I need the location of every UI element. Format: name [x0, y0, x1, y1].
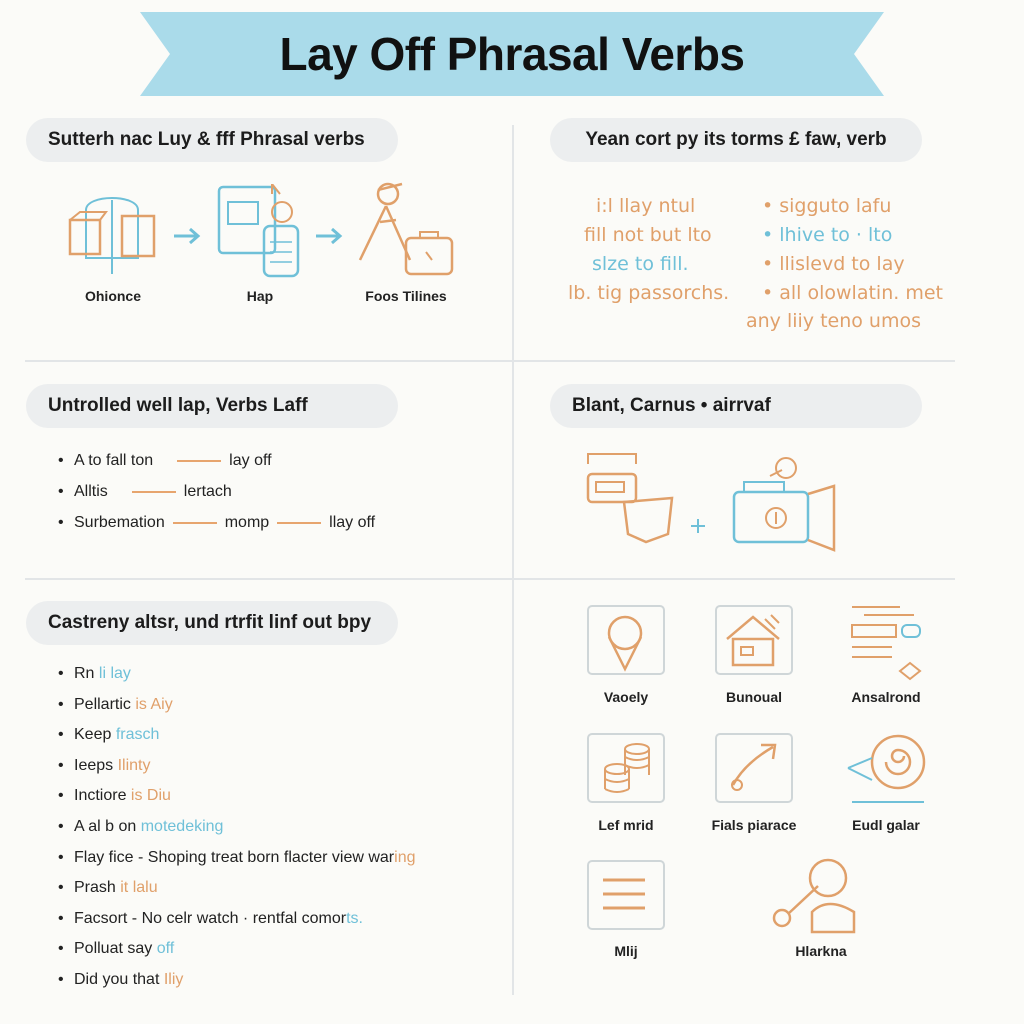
list-item: • Pellartic is Aiy — [58, 696, 416, 727]
arrow-right-icon — [314, 226, 344, 246]
house-icon — [715, 605, 793, 677]
caption-br-2: Bunoual — [726, 689, 782, 705]
caption-tl-3: Foos Tilines — [365, 288, 447, 304]
section-heading-tr: Yean cort py its torms £ faw, verb — [550, 118, 922, 162]
caption-tl-1: Ohionce — [84, 288, 141, 304]
handwritten-bullet: • sigguto lafu — [762, 195, 892, 217]
list-item: • Prash it lalu — [58, 879, 416, 910]
handwritten-line: fill not but lto — [584, 224, 712, 246]
handwritten-line: slze to fill. — [592, 253, 689, 275]
caption-br-5: Fials piarace — [711, 817, 797, 833]
coins-icon — [587, 733, 665, 805]
caption-br-8: Hlarkna — [795, 943, 847, 959]
handwritten-line: i:l llay ntul — [596, 195, 696, 217]
devices-icon — [584, 450, 676, 546]
list-item: • Polluat say off — [58, 940, 416, 971]
list-icon — [587, 860, 665, 932]
list-item: • Ieeps Ilinty — [58, 757, 416, 788]
phrasal-verb-list — [58, 665, 416, 1002]
person-bag-icon — [356, 180, 456, 280]
handwritten-line: lb. tig passorchs. — [568, 282, 730, 304]
fill-blank-row: • A to fall ton lay off — [58, 452, 375, 483]
plus-icon — [688, 516, 708, 536]
list-item: • Flay fice - Shoping treat born flacter view waring — [58, 849, 416, 880]
vertical-divider — [512, 125, 514, 995]
section-heading-bl: Castreny altsr, und rtrfit linf out bpy — [26, 601, 398, 645]
section-heading-mr: Blant, Carnus • airrvaf — [550, 384, 922, 428]
divider-top — [25, 360, 955, 362]
list-item: • Keep frasch — [58, 726, 416, 757]
fill-blank-row: • Alltis lertach — [58, 483, 375, 514]
list-item: • A al b on motedeking — [58, 818, 416, 849]
machine-icon — [730, 456, 840, 552]
caption-br-1: Vaoely — [603, 689, 649, 705]
handwritten-bullet: • llislevd to lay — [762, 253, 905, 275]
location-pin-icon — [587, 605, 665, 677]
handwritten-footer: any liiy teno umos — [746, 310, 922, 332]
handwritten-bullet: • all olowlatin. met — [762, 282, 943, 304]
caption-br-3: Ansalrond — [851, 689, 921, 705]
document-person-icon — [216, 184, 302, 280]
spiral-icon — [844, 728, 928, 804]
section-heading-ml: Untrolled well lap, Verbs Laff — [26, 384, 398, 428]
list-item: • Inctiore is Diu — [58, 787, 416, 818]
caption-tl-2: Hap — [246, 288, 274, 304]
handwritten-bullet: • lhive to · lto — [762, 224, 893, 246]
arrow-right-icon — [172, 226, 202, 246]
list-item: • Rn li lay — [58, 665, 416, 696]
fill-blank-row: • Surbemation momp llay off — [58, 514, 375, 545]
title-banner — [140, 12, 884, 96]
arrow-up-right-icon — [715, 733, 793, 805]
person-key-icon — [768, 852, 862, 936]
caption-br-6: Eudl galar — [852, 817, 920, 833]
caption-br-4: Lef mrid — [598, 817, 654, 833]
sliders-icon — [844, 601, 924, 681]
gift-box-icon — [66, 186, 162, 276]
list-item: • Facsort - No celr watch · rentfal comorts. — [58, 910, 416, 941]
divider-middle — [25, 578, 955, 580]
page-title: Lay Off Phrasal Verbs — [279, 28, 745, 80]
section-heading-tl: Sutterh nac Luy & fff Phrasal verbs — [26, 118, 398, 162]
list-item: • Did you that Iliy — [58, 971, 416, 1002]
caption-br-7: Mlij — [614, 943, 638, 959]
fill-blank-list — [58, 452, 375, 545]
